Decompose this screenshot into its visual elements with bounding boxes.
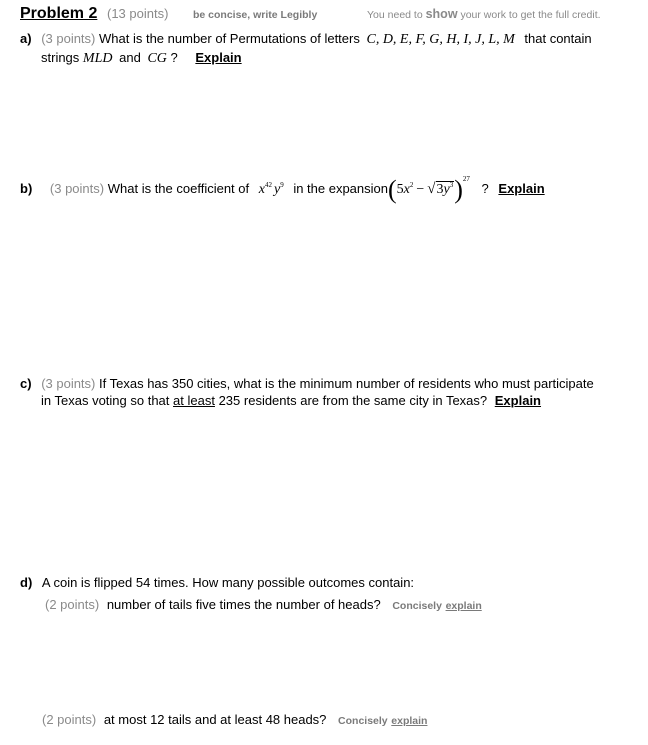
part-b-label: b) (20, 181, 33, 196)
part-a-and: and (119, 50, 141, 65)
part-c-text2a: in Texas voting so that (41, 393, 170, 408)
part-a-explain: Explain (195, 50, 242, 65)
part-d-sub2-text: at most 12 tails and at least 48 heads? (103, 712, 327, 727)
part-d-sub2-concisely: Concisely (338, 715, 388, 727)
instruction-text: be concise, write Legibly (193, 9, 318, 21)
problem-points: (13 points) (106, 6, 169, 21)
part-b-line (20, 175, 545, 204)
radicand-three: 3 (436, 182, 444, 197)
part-c-explain: Explain (494, 393, 542, 408)
part-d-sub1-text: number of tails five times the number of heads? (106, 597, 381, 612)
right-paren: ) (454, 175, 463, 204)
radicand-y: y (443, 182, 450, 197)
credit-note-before: You need to (367, 9, 423, 21)
sqrt-icon: √ (427, 181, 436, 197)
expr-x: x (403, 182, 410, 197)
problem-title: Problem 2 (20, 5, 98, 22)
credit-note-show: show (425, 7, 458, 21)
part-d-sub2 (42, 712, 427, 727)
part-b-qmark: ? (481, 181, 489, 196)
radicand-y-exp: 3 (449, 181, 454, 189)
part-a-string1: MLD (82, 51, 113, 66)
part-b-points: (3 points) (49, 181, 105, 196)
credit-note (367, 7, 601, 21)
part-a-letters: C, D, E, F, G, H, I, J, L, M (366, 32, 515, 47)
part-a-text2: that contain (524, 31, 592, 46)
radicand (436, 181, 455, 197)
part-a-qmark: ? (170, 50, 178, 65)
part-c-atleast: at least (173, 393, 215, 408)
part-d-sub1 (45, 597, 482, 612)
part-a-string2: CG (147, 51, 167, 66)
part-a-text3: strings (41, 50, 80, 65)
expr-x-exp: 2 (409, 181, 414, 189)
part-d-sub1-concisely: Concisely (392, 600, 442, 612)
part-a-line1 (20, 31, 592, 48)
part-c-label: c) (20, 376, 32, 391)
expr-five: 5 (396, 182, 404, 197)
term-y-exp: 9 (280, 181, 284, 189)
part-d-label: d) (20, 575, 33, 590)
part-c-text2b: 235 residents are from the same city in Texas? (218, 393, 488, 408)
outer-exponent: 27 (462, 175, 470, 183)
part-d-sub1-explain: explain (445, 600, 482, 612)
part-b-term (259, 181, 288, 196)
part-d-sub2-points: (2 points) (42, 712, 97, 727)
term-y: y (273, 182, 281, 197)
credit-note-after: your work to get the full credit. (460, 9, 601, 21)
part-d-line (20, 575, 414, 590)
part-b-text2: in the expansion (293, 181, 388, 196)
part-c-line1 (20, 376, 594, 391)
part-d-sub2-explain: explain (391, 715, 428, 727)
part-a-points: (3 points) (41, 31, 96, 46)
expr-minus: − (416, 182, 425, 197)
part-d-text: A coin is flipped 54 times. How many possible outcomes contain: (41, 575, 415, 590)
part-b-explain: Explain (498, 181, 545, 196)
part-c-points: (3 points) (41, 376, 96, 391)
term-x-exp: 42 (264, 181, 272, 189)
left-paren: ( (388, 175, 397, 204)
part-a-label: a) (20, 31, 32, 46)
term-x: x (258, 182, 265, 197)
part-b-text1: What is the coefficient of (107, 181, 250, 196)
part-c-text1: If Texas has 350 cities, what is the minimum number of residents who must participate (99, 376, 594, 391)
part-d-sub1-points: (2 points) (45, 597, 100, 612)
expansion-expression (388, 175, 470, 204)
part-a-line2 (41, 50, 242, 67)
problem-header (20, 5, 168, 23)
part-c-line2 (41, 393, 541, 408)
part-a-text1: What is the number of Permutations of letters (99, 31, 360, 46)
